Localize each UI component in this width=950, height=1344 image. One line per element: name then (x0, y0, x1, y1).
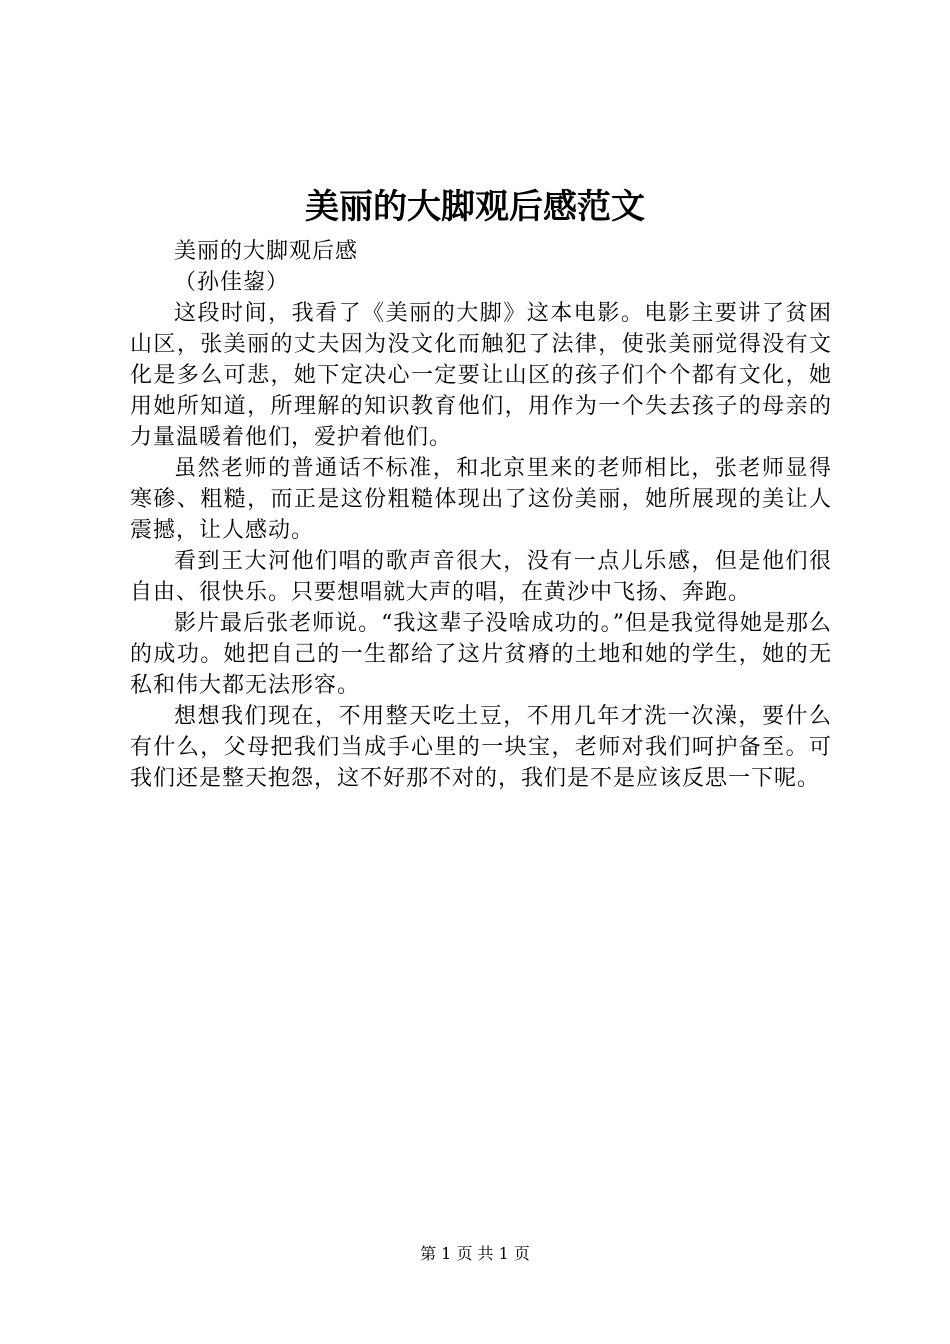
page-number-footer: 第 1 页 共 1 页 (420, 1244, 530, 1263)
paragraph-5: 想想我们现在，不用整天吃土豆，不用几年才洗一次澡，要什么有什么，父母把我们当成手心里的一块宝，老师对我们呵护备至。可我们还是整天抱怨，这不好那不对的，我们是不是应该反思一下呢。 (130, 704, 832, 791)
paragraph-3: 看到王大河他们唱的歌声音很大，没有一点儿乐感，但是他们很自由、很快乐。只要想唱就大声的唱，在黄沙中飞扬、奔跑。 (130, 549, 832, 605)
document-title: 美丽的大脚观后感范文 (305, 187, 645, 227)
paragraph-2: 虽然老师的普通话不标准，和北京里来的老师相比，张老师显得寒碜、粗糙，而正是这份粗糙体现出了这份美丽，她所展现的美让人震撼，让人感动。 (130, 456, 832, 543)
paragraph-4: 影片最后张老师说。“我这辈子没啥成功的。”但是我觉得她是那么的成功。她把自己的一生都给了这片贫瘠的土地和她的学生，她的无私和伟大都无法形容。 (130, 611, 832, 698)
document-author: （孙佳鋆） (174, 270, 290, 295)
document-subtitle: 美丽的大脚观后感 (174, 239, 359, 264)
document-body (130, 236, 832, 794)
paragraph-1: 这段时间，我看了《美丽的大脚》这本电影。电影主要讲了贫困山区，张美丽的丈夫因为没文化而触犯了法律，使张美丽觉得没有文化是多么可悲，她下定决心一定要让山区的孩子们个个都有文化，她用她所知道，所理解的知识教育他们，用作为一个失去孩子的母亲的力量温暖着他们，爱护着他们。 (130, 301, 832, 450)
